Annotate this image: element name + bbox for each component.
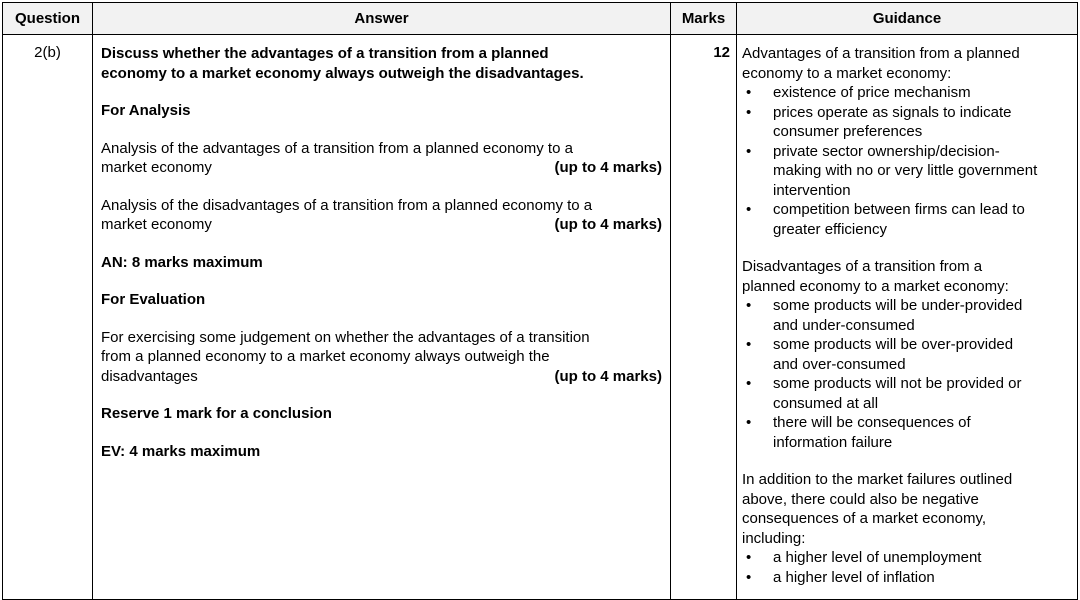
bullet-item bbox=[742, 142, 1073, 201]
text-line: Disadvantages of a transition from a bbox=[742, 258, 983, 275]
for-evaluation-heading: For Evaluation bbox=[101, 291, 206, 308]
text-line: Advantages of a transition from a planned bbox=[742, 45, 1020, 62]
bullet-item bbox=[742, 200, 1073, 239]
mark-scheme-table bbox=[2, 2, 1078, 600]
answer-prompt bbox=[101, 44, 662, 83]
disadvantages-list bbox=[742, 296, 1073, 452]
text-row bbox=[101, 215, 662, 235]
text-row bbox=[101, 158, 662, 178]
question-number: 2(b) bbox=[3, 35, 93, 600]
text-line: from a planned economy to a market economy always outweigh the bbox=[101, 348, 550, 365]
bullet-line: making with no or very little government bbox=[773, 162, 1038, 179]
text-line: In addition to the market failures outlined bbox=[742, 471, 1013, 488]
bullet-item bbox=[742, 296, 1073, 335]
text-line: Analysis of the disadvantages of a transition from a planned economy to a bbox=[101, 196, 593, 214]
bullet-item bbox=[742, 374, 1073, 413]
text-line: consequences of a market economy, bbox=[742, 510, 987, 527]
header-answer: Answer bbox=[93, 3, 671, 35]
bullet-line: consumer preferences bbox=[773, 123, 923, 140]
header-question: Question bbox=[3, 3, 93, 35]
additional-consequences-list bbox=[742, 548, 1073, 587]
ev-maximum: EV: 4 marks maximum bbox=[101, 442, 261, 460]
bullet-item bbox=[742, 548, 1073, 568]
bullet-line: and under-consumed bbox=[773, 316, 915, 334]
text-line: market economy bbox=[101, 216, 212, 233]
marks-allocation: (up to 4 marks) bbox=[554, 367, 662, 385]
marks-value: 12 bbox=[671, 35, 737, 600]
bullet-line: • some products will not be provided or bbox=[773, 375, 1022, 392]
analysis-disadvantages bbox=[101, 196, 662, 235]
guidance-cell bbox=[737, 35, 1078, 600]
text-line: market economy bbox=[101, 159, 212, 176]
prompt-line: economy to a market economy always outweigh the disadvantages. bbox=[101, 64, 584, 82]
bullet-line: • a higher level of unemployment bbox=[773, 549, 982, 566]
advantages-list bbox=[742, 83, 1073, 239]
bullet-item bbox=[742, 103, 1073, 142]
bullet-line: • prices operate as signals to indicate bbox=[773, 103, 1012, 121]
text-line: Analysis of the advantages of a transition from a planned economy to a bbox=[101, 139, 573, 157]
bullet-line: • a higher level of inflation bbox=[773, 568, 935, 586]
an-maximum: AN: 8 marks maximum bbox=[101, 253, 263, 271]
bullet-line: • some products will be under-provided bbox=[773, 297, 1023, 314]
answer-cell bbox=[93, 35, 671, 600]
bullet-line: • private sector ownership/decision- bbox=[773, 142, 1000, 160]
bullet-line: greater efficiency bbox=[773, 220, 887, 238]
bullet-line: • some products will be over-provided bbox=[773, 336, 1014, 353]
text-line: For exercising some judgement on whether the advantages of a transition bbox=[101, 328, 590, 346]
bullet-item bbox=[742, 335, 1073, 374]
header-row bbox=[3, 3, 1078, 35]
prompt-line: Discuss whether the advantages of a transition from a planned bbox=[101, 45, 549, 62]
bullet-line: consumed at all bbox=[773, 394, 879, 412]
bullet-line: • existence of price mechanism bbox=[773, 84, 971, 101]
header-guidance: Guidance bbox=[737, 3, 1078, 35]
text-line: above, there could also be negative bbox=[742, 490, 979, 508]
advantages-intro bbox=[742, 44, 1073, 83]
for-analysis-heading: For Analysis bbox=[101, 102, 191, 119]
evaluation-criteria bbox=[101, 328, 662, 387]
bullet-line: • competition between firms can lead to bbox=[773, 201, 1025, 218]
text-line: planned economy to a market economy: bbox=[742, 277, 1009, 295]
bullet-item bbox=[742, 568, 1073, 588]
bullet-line: information failure bbox=[773, 433, 893, 451]
marks-allocation: (up to 4 marks) bbox=[554, 159, 662, 176]
analysis-advantages bbox=[101, 139, 662, 178]
text-line: including: bbox=[742, 529, 806, 547]
marks-allocation: (up to 4 marks) bbox=[554, 216, 662, 233]
bullet-line: and over-consumed bbox=[773, 355, 906, 373]
header-marks: Marks bbox=[671, 3, 737, 35]
text-line: economy to a market economy: bbox=[742, 64, 952, 82]
bullet-item bbox=[742, 413, 1073, 452]
additional-consequences-intro bbox=[742, 470, 1073, 548]
text-line: disadvantages bbox=[101, 367, 198, 385]
disadvantages-intro bbox=[742, 257, 1073, 296]
question-row bbox=[3, 35, 1078, 600]
bullet-line: intervention bbox=[773, 181, 851, 199]
bullet-line: • there will be consequences of bbox=[773, 414, 971, 431]
text-row bbox=[101, 367, 662, 387]
reserve-conclusion: Reserve 1 mark for a conclusion bbox=[101, 405, 332, 422]
bullet-item bbox=[742, 83, 1073, 103]
